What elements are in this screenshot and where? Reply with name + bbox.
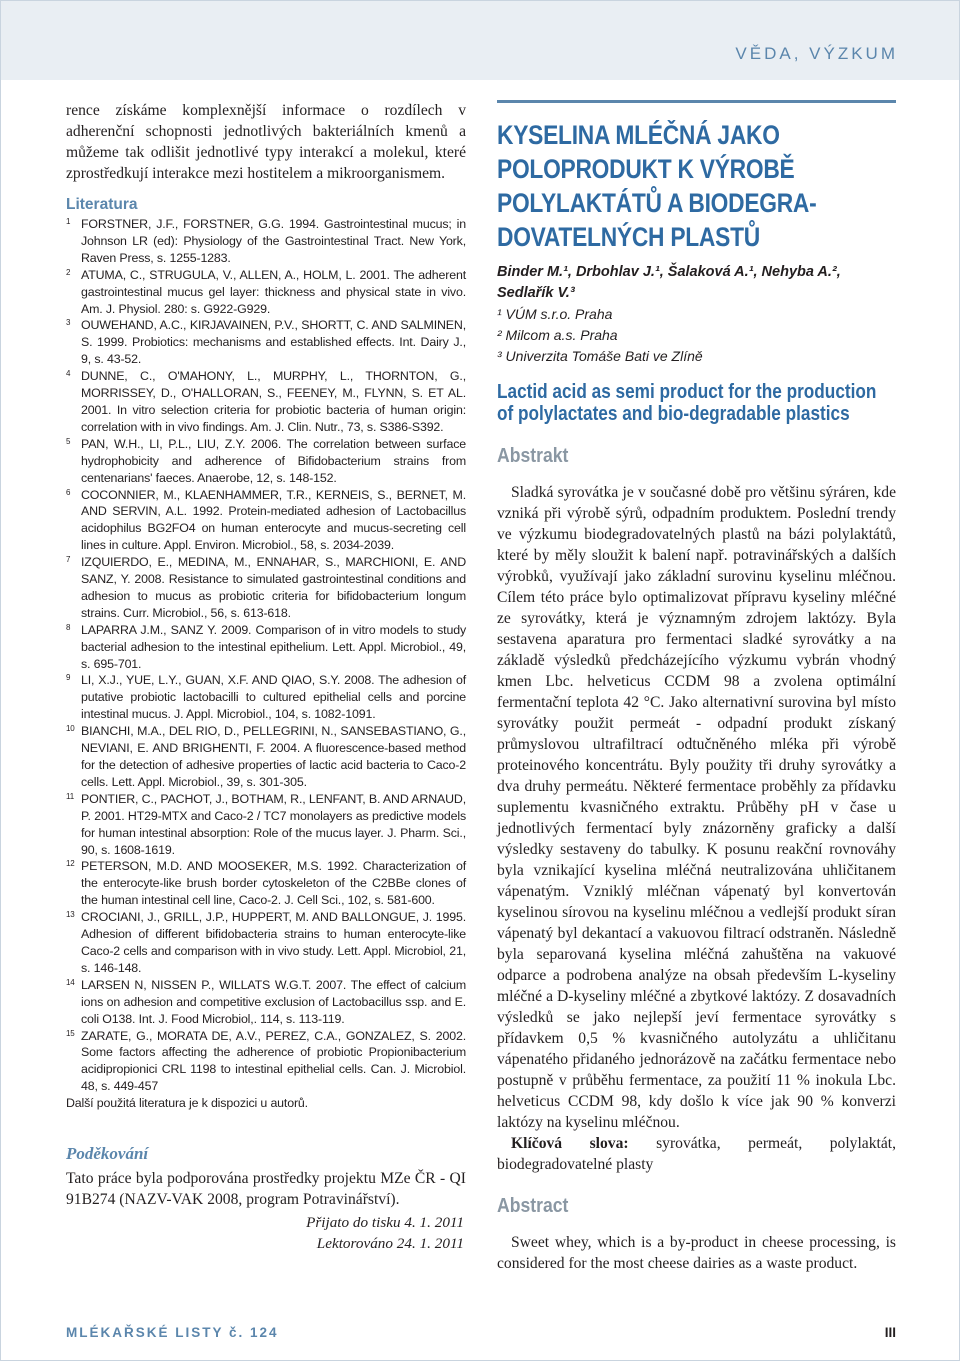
reference-number: 2: [66, 267, 71, 277]
reference-item: [66, 436, 466, 487]
reference-number: 14: [66, 977, 75, 987]
reference-number: 1: [66, 217, 71, 226]
reference-item: [66, 554, 466, 622]
abstract-heading: Abstract: [497, 1195, 569, 1217]
reference-number: 10: [66, 724, 75, 734]
reference-text: PAN, W.H., LI, P.L., LIU, Z.Y. 2006. The correlation between surface hydrophobicity and adherence of Bifidobacterium strains from centenarians' faeces. Anaerobe, 12, s. 148-152.: [81, 436, 466, 485]
reference-number: 3: [66, 318, 71, 328]
keywords-label: Klíčová slova:: [511, 1135, 629, 1152]
reference-item: [66, 216, 466, 267]
reference-number: 12: [66, 859, 75, 869]
reference-item: [66, 723, 466, 791]
reference-number: 11: [66, 791, 75, 801]
further-literature-note: Další použitá literatura je k dispozici u autorů.: [66, 1096, 308, 1111]
affiliation: ¹ VÚM s.r.o. Praha: [497, 306, 613, 322]
reference-item: [66, 791, 466, 859]
reference-text: COCONNIER, M., KLAENHAMMER, T.R., KERNEIS, S., BERNET, M. AND SERVIN, A.L. 1992. Protein-mediated adhesion of Lactobacillus acidophilus BG2FO4 on human enterocyte and mucus-secreting cell lines in culture. Appl. Environ. Microbiol., 58, s. 2034-2039.: [81, 487, 466, 553]
abstrakt-text: Sladká syrovátka je v současné době pro většinu sýráren, kde vzniká při výrobě sýrů, odpadním produktem. Poslední trendy ve výzkumu biodegradovatelných plastů na bázi polylaktátů, které by měly sloužit k balení např. potravinářských a dalších výrobků, využívají jako základní surovinu kyselinu mléčnou. Cílem této práce bylo optimalizovat přípravu kyseliny mléčné ze syrovátky, která je významným zdrojem laktózy. Byla sestavena aparatura pro fermentaci sladké syrovátky a na základě výsledků předcházejícího výzkumu vybrán vhodný kmen Lbc. helveticus CCDM 98 a zvolena optimální fermentační teplota 42 °C. Jako alternativní surovina byl místo syrovátky použit permeát - odpadní produkt získaný průmyslovou ultrafiltrací odtučněného mléka při výrobě proteinového koncentrátu. Byly použity tři druhy syrovátky a dva druhy permeátu. Některé fermentace proběhly za přídavku suplementu kvasničného extraktu. Průběhy pH v čase u jednotlivých fermentací byly znázorněny graficky a další výsledky sestaveny do tabulky. K posunu reakční rovnováhy byla vznikající kyselina mléčná neutralizována uhličitanem vápenatým. Vzniklý mléčnan vápenatý byl konvertován kyselinou sírovou na kyselinu mléčnou a vedlejší produkt síran vápenatý byl dekantací a vakuovou filtrací odstraněn. Následně byla separovaná kyselina mléčná zahuštěna na vakuové odparce a podrobena analýze na obsah především L-kyseliny mléčné a D-kyseliny mléčné a zbytkové laktózy. Z dosavadních výsledků se jako nejlepší jeví fermentace syrovátky s přídavkem 0,5 % kvasničného autolyzátu a uhličitanu vápenatého přidaného jednorázově na začátku fermentace nebo postupně v průběhu fermentace, za použití 11 % inokula Lbc. helveticus CCDM 98, kdy došlo k více jak 90 % konverzi laktózy na kyselinu mléčnou.: [497, 484, 896, 1131]
footer-page-number: III: [884, 1325, 896, 1340]
reference-item: [66, 672, 466, 723]
reference-number: 7: [66, 555, 71, 565]
reference-number: 6: [66, 487, 71, 497]
reference-item: [66, 977, 466, 1028]
reference-item: [66, 317, 466, 368]
reference-item: [66, 622, 466, 673]
footer-journal: MLÉKAŘSKÉ LISTY č. 124: [66, 1325, 279, 1340]
reference-list: [66, 216, 466, 1095]
reference-item: [66, 1028, 466, 1096]
keywords-paragraph: [497, 1133, 896, 1175]
keywords: syrovátka, permeát, polylaktát, biodegradovatelné plasty: [497, 1135, 896, 1173]
authors-line: Binder M.¹, Drbohlav J.¹, Šalaková A.¹, Nehyba A.²,: [497, 264, 841, 280]
reference-text: ZARATE, G., MORATA DE, A.V., PEREZ, C.A., GONZALEZ, S. 2002. Some factors affecting the adherence of probiotic Propionibacterium acidipropionici CRL 1198 to intestinal epithelial cells. Can. J. Microbiol. 48, s. 449-457: [81, 1028, 466, 1094]
reference-item: [66, 909, 466, 977]
right-column: [497, 100, 896, 1274]
reference-text: CROCIANI, J., GRILL, J.P., HUPPERT, M. AND BALLONGUE, J. 1995. Adhesion of different bifidobacteria strains to human enterocyte-like Caco-2 cells and comparison with in vivo study. Lett. Appl. Microbiol, 21, s. 146-148.: [81, 910, 466, 975]
reference-number: 5: [66, 436, 71, 446]
reference-text: PONTIER, C., PACHOT, J., BOTHAM, R., LENFANT, B. AND ARNAUD, P. 2001. HT29-MTX and Caco-2 / TC7 monolayers as predictive models for human intestinal absorption: Role of the mucus layer. J. Pharm. Sci., 90, s. 1608-1619.: [81, 791, 466, 857]
abstrakt-heading: Abstrakt: [497, 445, 569, 467]
acknowledgement-heading: Poděkování: [66, 1144, 149, 1164]
reference-number: 13: [66, 910, 75, 920]
article-title-line: POLYLAKTÁTŮ A BIODEGRA-: [497, 188, 817, 218]
running-head: VĚDA, VÝZKUM: [735, 44, 898, 63]
literature-heading: Literatura: [66, 196, 138, 213]
article-title: [497, 118, 897, 254]
intro-paragraph: rence získáme komplexnější informace o rozdílech v adherenční schopnosti jednotlivých bakteriálních kmenů a můžeme tak odlišit jednotlivé typy interakcí a molekul, které zprostředkují interakce mezi hostitelem a mikroorganismem.: [66, 102, 466, 182]
reference-item: [66, 267, 466, 318]
reference-number: 9: [66, 673, 71, 683]
reference-text: LARSEN N, NISSEN P., WILLATS W.G.T. 2007. The effect of calcium ions on adhesion and competitive exclusion of Lactobacillus ssp. and E. coli O138. Int. J. Food Microbiol,. 114, s. 113-119.: [81, 977, 466, 1026]
authors-line: Sedlařík V.³: [497, 285, 575, 301]
acknowledgement-text: Tato práce byla podporována prostředky projektu MZe ČR - QI 91B274 (NAZV-VAK 2008, program Potravinářství).: [66, 1170, 466, 1209]
reference-text: FORSTNER, J.F., FORSTNER, G.G. 1994. Gastrointestinal mucus; in Johnson LR (ed): Physiology of the Gastrointestinal Tract. New York, Raven Press, s. 1255-1283.: [81, 217, 466, 265]
reference-item: [66, 368, 466, 436]
accepted-date: Přijato do tisku 4. 1. 2011: [306, 1214, 464, 1232]
reference-number: 8: [66, 622, 71, 632]
article-title-line: DOVATELNÝCH PLASTŮ: [497, 222, 760, 252]
reference-text: IZQUIERDO, E., MEDINA, M., ENNAHAR, S., MARCHIONI, E. AND SANZ, Y. 2008. Resistance to simulated gastrointestinal conditions and adhesion to mucus as probiotic criteria for bifidobacterium longum strains. Curr. Microbiol., 56, s. 613-618.: [81, 555, 466, 620]
affiliation: ³ Univerzita Tomáše Bati ve Zlíně: [497, 348, 703, 364]
reference-item: [66, 858, 466, 909]
abstract-text: Sweet whey, which is a by-product in cheese processing, is considered for the most cheese dairies as a waste product.: [497, 1234, 896, 1272]
reviewed-date: Lektorováno 24. 1. 2011: [316, 1235, 464, 1253]
reference-text: DUNNE, C., O'MAHONY, L., MURPHY, L., THORNTON, G., MORRISSEY, D., O'HALLORAN, S., FEENEY, M., FLYNN, S. ET AL. 2001. In vitro selection criteria for probiotic bacteria of human origin: correlation with in vivo findings. Am. J. Clin. Nutr., 73, s. S386-S392.: [81, 369, 466, 434]
reference-text: OUWEHAND, A.C., KIRJAVAINEN, P.V., SHORTT, C. AND SALMINEN, S. 1999. Probiotics: mechanisms and established effects. Int. Dairy J., 9, s. 43-52.: [81, 318, 466, 367]
reference-number: 4: [66, 369, 71, 379]
affiliation: ² Milcom a.s. Praha: [497, 327, 618, 343]
reference-text: ATUMA, C., STRUGULA, V., ALLEN, A., HOLM, L. 2001. The adherent gastrointestinal mucus gel layer: thickness and physical state in vivo. Am. J. Physiol. 280: s. G922-G929.: [81, 267, 466, 316]
reference-number: 15: [66, 1028, 75, 1038]
reference-item: [66, 487, 466, 555]
reference-text: LI, X.J., YUE, L.Y., GUAN, X.F. AND QIAO, S.Y. 2008. The adhesion of putative probiotic lactobacilli to cultured epithelial cells and porcine intestinal mucus. J. Appl. Microbiol., 104, s. 1082-1091.: [81, 673, 466, 722]
reference-text: BIANCHI, M.A., DEL RIO, D., PELLEGRINI, N., SANSEBASTIANO, G., NEVIANI, E. AND BRIGHENTI, F. 2004. A fluorescence-based method for the detection of adhesive properties of lactic acid bacteria to Caco-2 cells. Lett. Appl. Microbiol., 39, s. 301-305.: [81, 724, 466, 789]
left-column: [66, 100, 466, 1254]
authors: [497, 262, 896, 304]
reference-text: PETERSON, M.D. AND MOOSEKER, M.S. 1992. Characterization of the enterocyte-like brush border cytoskeleton of the C2BBe clones of the human intestinal cell line, Caco-2. J. Cell Sci., 102, s. 581-600.: [81, 859, 466, 908]
reference-text: LAPARRA J.M., SANZ Y. 2009. Comparison of in vitro models to study bacterial adhesion to the intestinal epithelium. Lett. Appl. Microbiol., 49, s. 695-701.: [81, 622, 466, 671]
article-title-line: POLOPRODUKT K VÝROBĚ: [497, 154, 795, 184]
article-title-line: KYSELINA MLÉČNÁ JAKO: [497, 120, 780, 150]
english-title: Lactid acid as semi product for the production of polylactates and bio-degradable plastics: [497, 381, 877, 425]
